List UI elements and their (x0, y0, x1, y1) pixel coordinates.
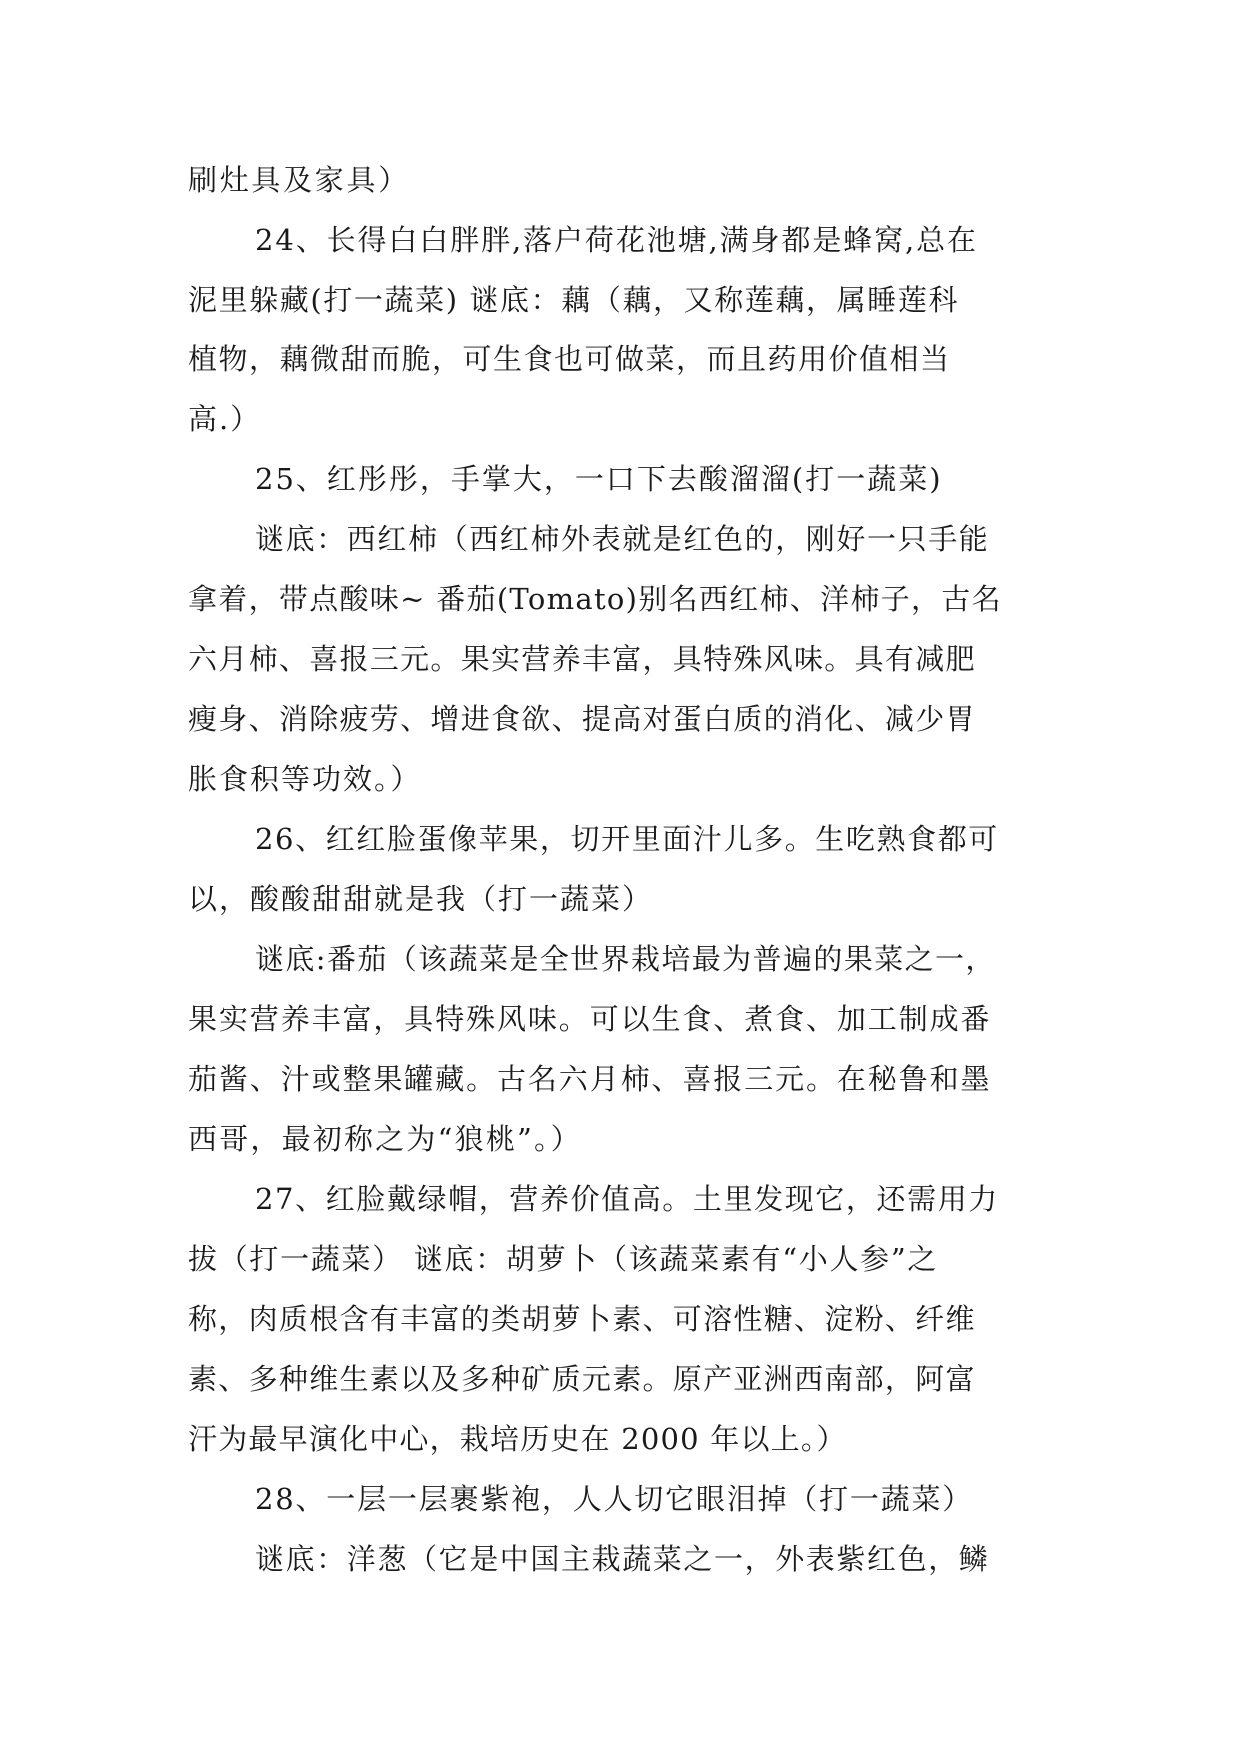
text-line: 六月柿、喜报三元。果实营养丰富，具特殊风味。具有减肥 (188, 642, 976, 676)
text-line: 果实营养丰富，具特殊风味。可以生食、煮食、加工制成番 (188, 1002, 992, 1036)
text-line: 谜底：洋葱（它是中国主栽蔬菜之一，外表紫红色，鳞 (255, 1542, 990, 1576)
text-line: 谜底:番茄（该蔬菜是全世界栽培最为普遍的果菜之一， (255, 942, 996, 976)
text-line: 24、长得白白胖胖,落户荷花池塘,满身都是蜂窝,总在 (255, 223, 978, 257)
text-line: 称，肉质根含有丰富的类胡萝卜素、可溶性糖、淀粉、纤维 (188, 1302, 976, 1336)
text-line: 茄酱、汁或整果罐藏。古名六月柿、喜报三元。在秘鲁和墨 (188, 1062, 992, 1096)
text-line: 西哥，最初称之为“狼桃”。） (188, 1122, 582, 1156)
text-line: 胀食积等功效。） (188, 762, 422, 796)
text-line: 素、多种维生素以及多种矿质元素。原产亚洲西南部，阿富 (188, 1362, 976, 1396)
text-line: 汗为最早演化中心，栽培历史在 2000 年以上。） (188, 1422, 847, 1456)
text-line: 28、一层一层裹紫袍，人人切它眼泪掉（打一蔬菜） (255, 1482, 974, 1516)
text-line: 泥里躲藏(打一蔬菜) 谜底：藕（藕，又称莲藕，属睡莲科 (188, 283, 960, 317)
text-line: 拿着，带点酸味~ 番茄(Tomato)别名西红柿、洋柿子，古名 (188, 582, 1002, 616)
text-line: 以，酸酸甜甜就是我（打一蔬菜） (188, 882, 654, 916)
text-line: 刷灶具及家具） (188, 163, 410, 197)
text-line: 高.） (188, 402, 262, 436)
text-line: 拔（打一蔬菜） 谜底：胡萝卜（该蔬菜素有“小人参”之 (188, 1242, 939, 1276)
text-line: 谜底：西红柿（西红柿外表就是红色的，刚好一只手能 (255, 522, 990, 556)
text-line: 瘦身、消除疲劳、增进食欲、提高对蛋白质的消化、减少胃 (188, 702, 976, 736)
text-line: 25、红彤彤，手掌大，一口下去酸溜溜(打一蔬菜) (255, 462, 943, 496)
text-line: 26、红红脸蛋像苹果，切开里面汁儿多。生吃熟食都可 (255, 822, 999, 856)
text-line: 27、红脸戴绿帽，营养价值高。土里发现它，还需用力 (255, 1182, 999, 1216)
text-line: 植物，藕微甜而脆，可生食也可做菜，而且药用价值相当 (188, 342, 951, 376)
